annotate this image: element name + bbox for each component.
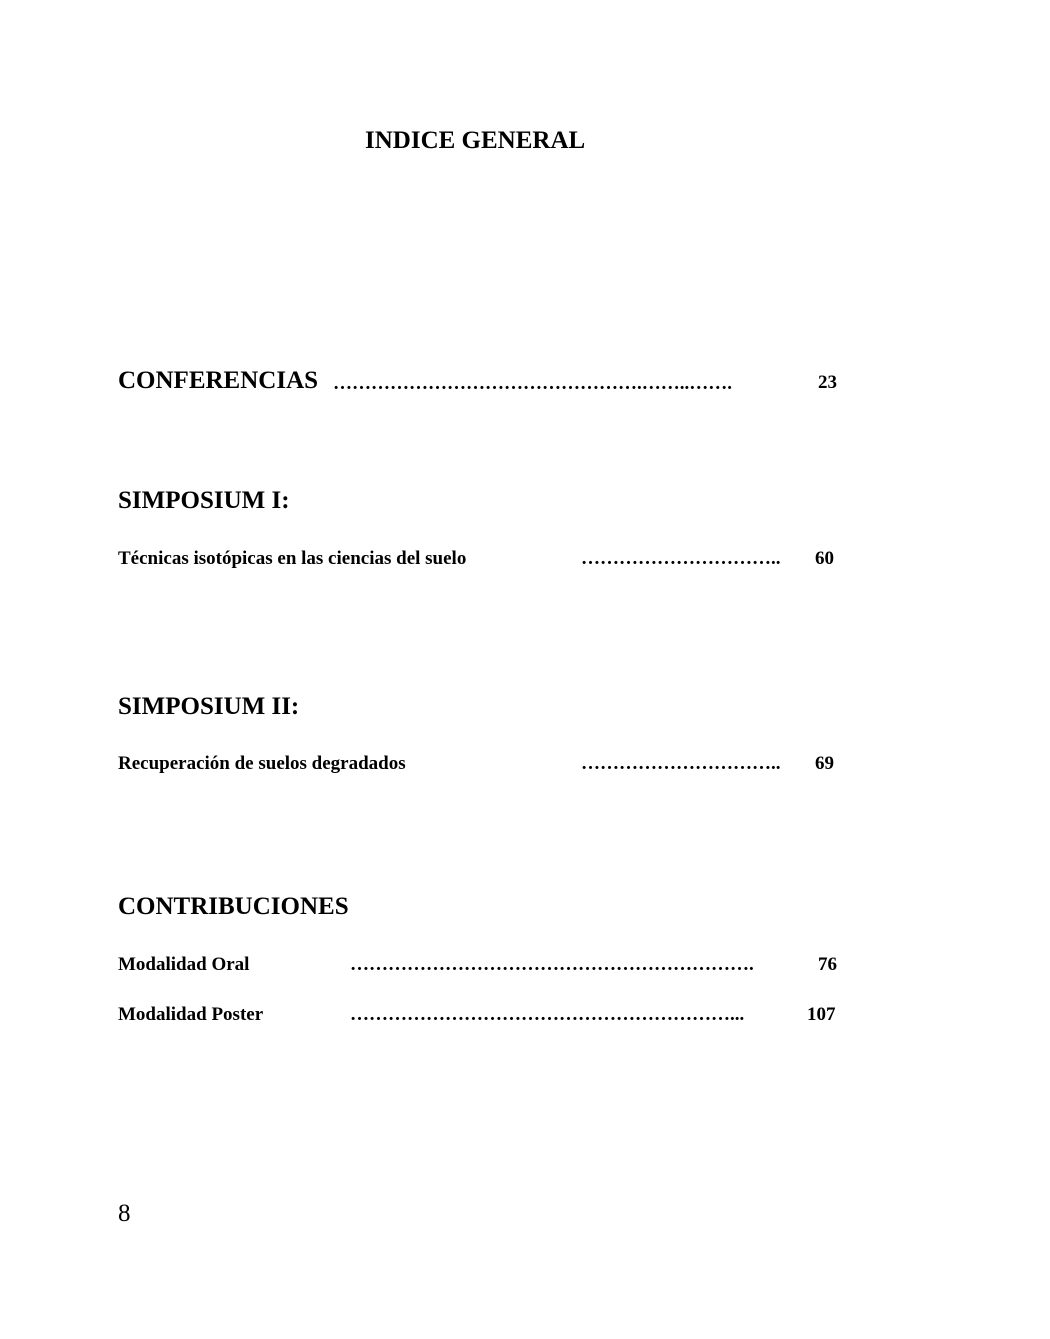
- contribuciones-oral-dots: ……………………………………………………….: [350, 954, 754, 975]
- page-number: 8: [118, 1200, 131, 1227]
- simposium-2-entry-page: 69: [815, 753, 834, 774]
- simposium-1-entry-label: Técnicas isotópicas en las ciencias del suelo: [118, 548, 467, 569]
- index-title: INDICE GENERAL: [365, 127, 586, 154]
- simposium-2-entry-dots: …………………………..: [581, 753, 781, 774]
- simposium-1-entry-dots: …………………………..: [581, 548, 781, 569]
- conferencias-dots: ………………………………………….……..…….: [333, 373, 732, 394]
- simposium-1-entry-page: 60: [815, 548, 834, 569]
- contribuciones-heading: CONTRIBUCIONES: [118, 893, 349, 920]
- conferencias-label: CONFERENCIAS: [118, 367, 319, 394]
- simposium-2-heading: SIMPOSIUM II:: [118, 693, 300, 720]
- simposium-2-entry-label: Recuperación de suelos degradados: [118, 753, 406, 774]
- contribuciones-poster-label: Modalidad Poster: [118, 1004, 264, 1025]
- contribuciones-oral-label: Modalidad Oral: [118, 954, 250, 975]
- contribuciones-oral-page: 76: [818, 954, 837, 975]
- simposium-1-heading: SIMPOSIUM I:: [118, 487, 290, 514]
- contribuciones-poster-page: 107: [807, 1004, 836, 1025]
- conferencias-page: 23: [818, 372, 837, 393]
- contribuciones-poster-dots: ……………………………………………………...: [350, 1004, 745, 1025]
